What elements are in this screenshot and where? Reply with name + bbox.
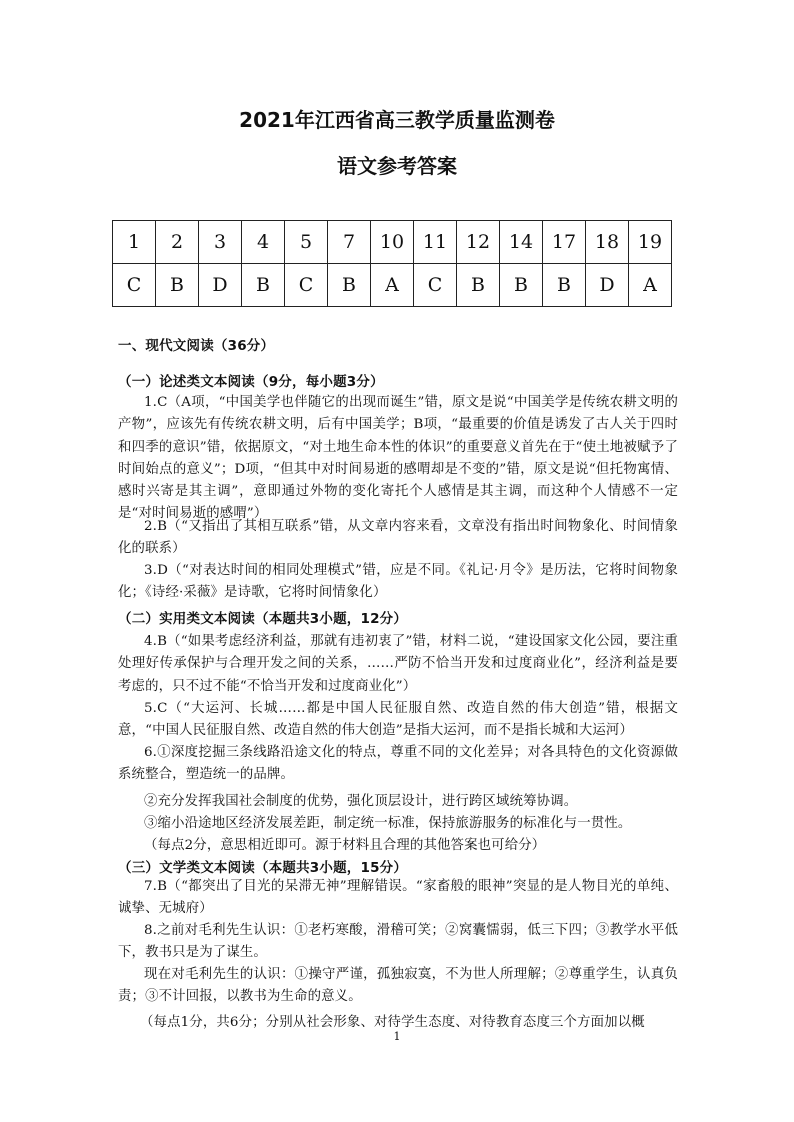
answer-cell: B (543, 264, 586, 307)
scoring-note: （每点2分，意思相近即可。源于材料且合理的其他答案也可给分） (144, 838, 546, 853)
part-heading: （三）文学类文本阅读（本题共3小题，15分） (118, 860, 408, 876)
question-number-cell: 14 (500, 221, 543, 264)
question-number-cell: 7 (328, 221, 371, 264)
question-number-cell: 5 (285, 221, 328, 264)
section-heading: 一、现代文阅读（36分） (118, 338, 275, 354)
answer-paragraph: 5.C（“大运河、长城……都是中国人民征服自然、改造自然的伟大创造”错，根据文意，“中国人民征服自然、改造自然的伟大创造”是指大运河，而不是指长城和大运河） (118, 701, 678, 739)
part-heading: （一）论述类文本阅读（9分，每小题3分） (118, 374, 384, 390)
answer-cell: B (328, 264, 371, 307)
answer-paragraph: 3.D（“对表达时间的相同处理模式”错，应是不同。《礼记·月令》是历法，它将时间物象化；《诗经·采薇》是诗歌，它将时间情象化） (118, 563, 678, 601)
question-number-cell: 10 (371, 221, 414, 264)
answer-cell: A (629, 264, 672, 307)
page-subtitle: 语文参考答案 (337, 154, 457, 178)
answer-cell: C (414, 264, 457, 307)
question-number-cell: 17 (543, 221, 586, 264)
question-number-cell: 3 (199, 221, 242, 264)
answer-cell: D (199, 264, 242, 307)
answer-cell: A (371, 264, 414, 307)
question-number-cell: 19 (629, 221, 672, 264)
answer-paragraph: 6.①深度挖掘三条线路沿途文化的特点，尊重不同的文化差异；对各具特色的文化资源做系统整合，塑造统一的品牌。 (118, 745, 678, 783)
page-title: 2021年江西省高三教学质量监测卷 (239, 108, 555, 132)
question-number-cell: 4 (242, 221, 285, 264)
answer-table-answer-row (113, 264, 672, 307)
answer-paragraph: 7.B（“都突出了目光的呆滞无神”理解错误。“家畜般的眼神”突显的是人物目光的单纯、诚挚、无城府） (118, 879, 678, 917)
question-number-cell: 11 (414, 221, 457, 264)
answer-paragraph: 1.C（A项，“中国美学也伴随它的出现而诞生”错，原文是说“中国美学是传统农耕文明的产物”，应该先有传统农耕文明，后有中国美学；B项，“最重要的价值是诱发了古人关于四时和四季的意识”错，依据原文，“对土地生命本性的体识”的重要意义首先在于“使土地被赋予了时间始点的意义”；D项，“但其中对时间易逝的感喟却是不变的”错，原文是说“但托物寓情、感时兴寄是其主调”，意即通过外物的变化寄托个人感情是其主调，而这种个人情感不一定是“对时间易逝的感喟”） (118, 395, 678, 522)
question-number-cell: 2 (156, 221, 199, 264)
answer-paragraph: 8.之前对毛利先生认识：①老朽寒酸，滑稽可笑；②窝囊懦弱，低三下四；③教学水平低下，教书只是为了谋生。 (118, 923, 678, 961)
scoring-note: （每点1分，共6分；分别从社会形象、对待学生态度、对待教育态度三个方面加以概 (140, 1015, 645, 1030)
answer-paragraph: 现在对毛利先生的认识：①操守严谨，孤独寂寞，不为世人所理解；②尊重学生，认真负责；③不计回报，以教书为生命的意义。 (118, 967, 678, 1005)
answer-paragraph: 2.B（“又指出了其相互联系”错，从文章内容来看，文章没有指出时间物象化、时间情象化的联系） (118, 519, 678, 557)
answer-cell: B (457, 264, 500, 307)
answer-paragraph: 4.B（“如果考虑经济利益，那就有违初衷了”错，材料二说，“建设国家文化公园，要注重处理好传承保护与合理开发之间的关系，……严防不恰当开发和过度商业化”，经济利益是要考虑的，只不过不能“不恰当开发和过度商业化”） (118, 634, 678, 694)
answer-line: ②充分发挥我国社会制度的优势，强化顶层设计，进行跨区域统筹协调。 (144, 794, 578, 809)
answer-cell: D (586, 264, 629, 307)
page-number: 1 (393, 1030, 401, 1043)
question-number-cell: 12 (457, 221, 500, 264)
answer-cell: C (113, 264, 156, 307)
question-number-cell: 1 (113, 221, 156, 264)
answer-cell: B (242, 264, 285, 307)
answer-cell: B (156, 264, 199, 307)
answer-table (112, 220, 672, 307)
question-number-cell: 18 (586, 221, 629, 264)
part-heading: （二）实用类文本阅读（本题共3小题，12分） (118, 611, 408, 627)
answer-table-number-row (113, 221, 672, 264)
answer-line: ③缩小沿途地区经济发展差距，制定统一标准，保持旅游服务的标准化与一贯性。 (144, 816, 632, 831)
answer-cell: C (285, 264, 328, 307)
answer-cell: B (500, 264, 543, 307)
